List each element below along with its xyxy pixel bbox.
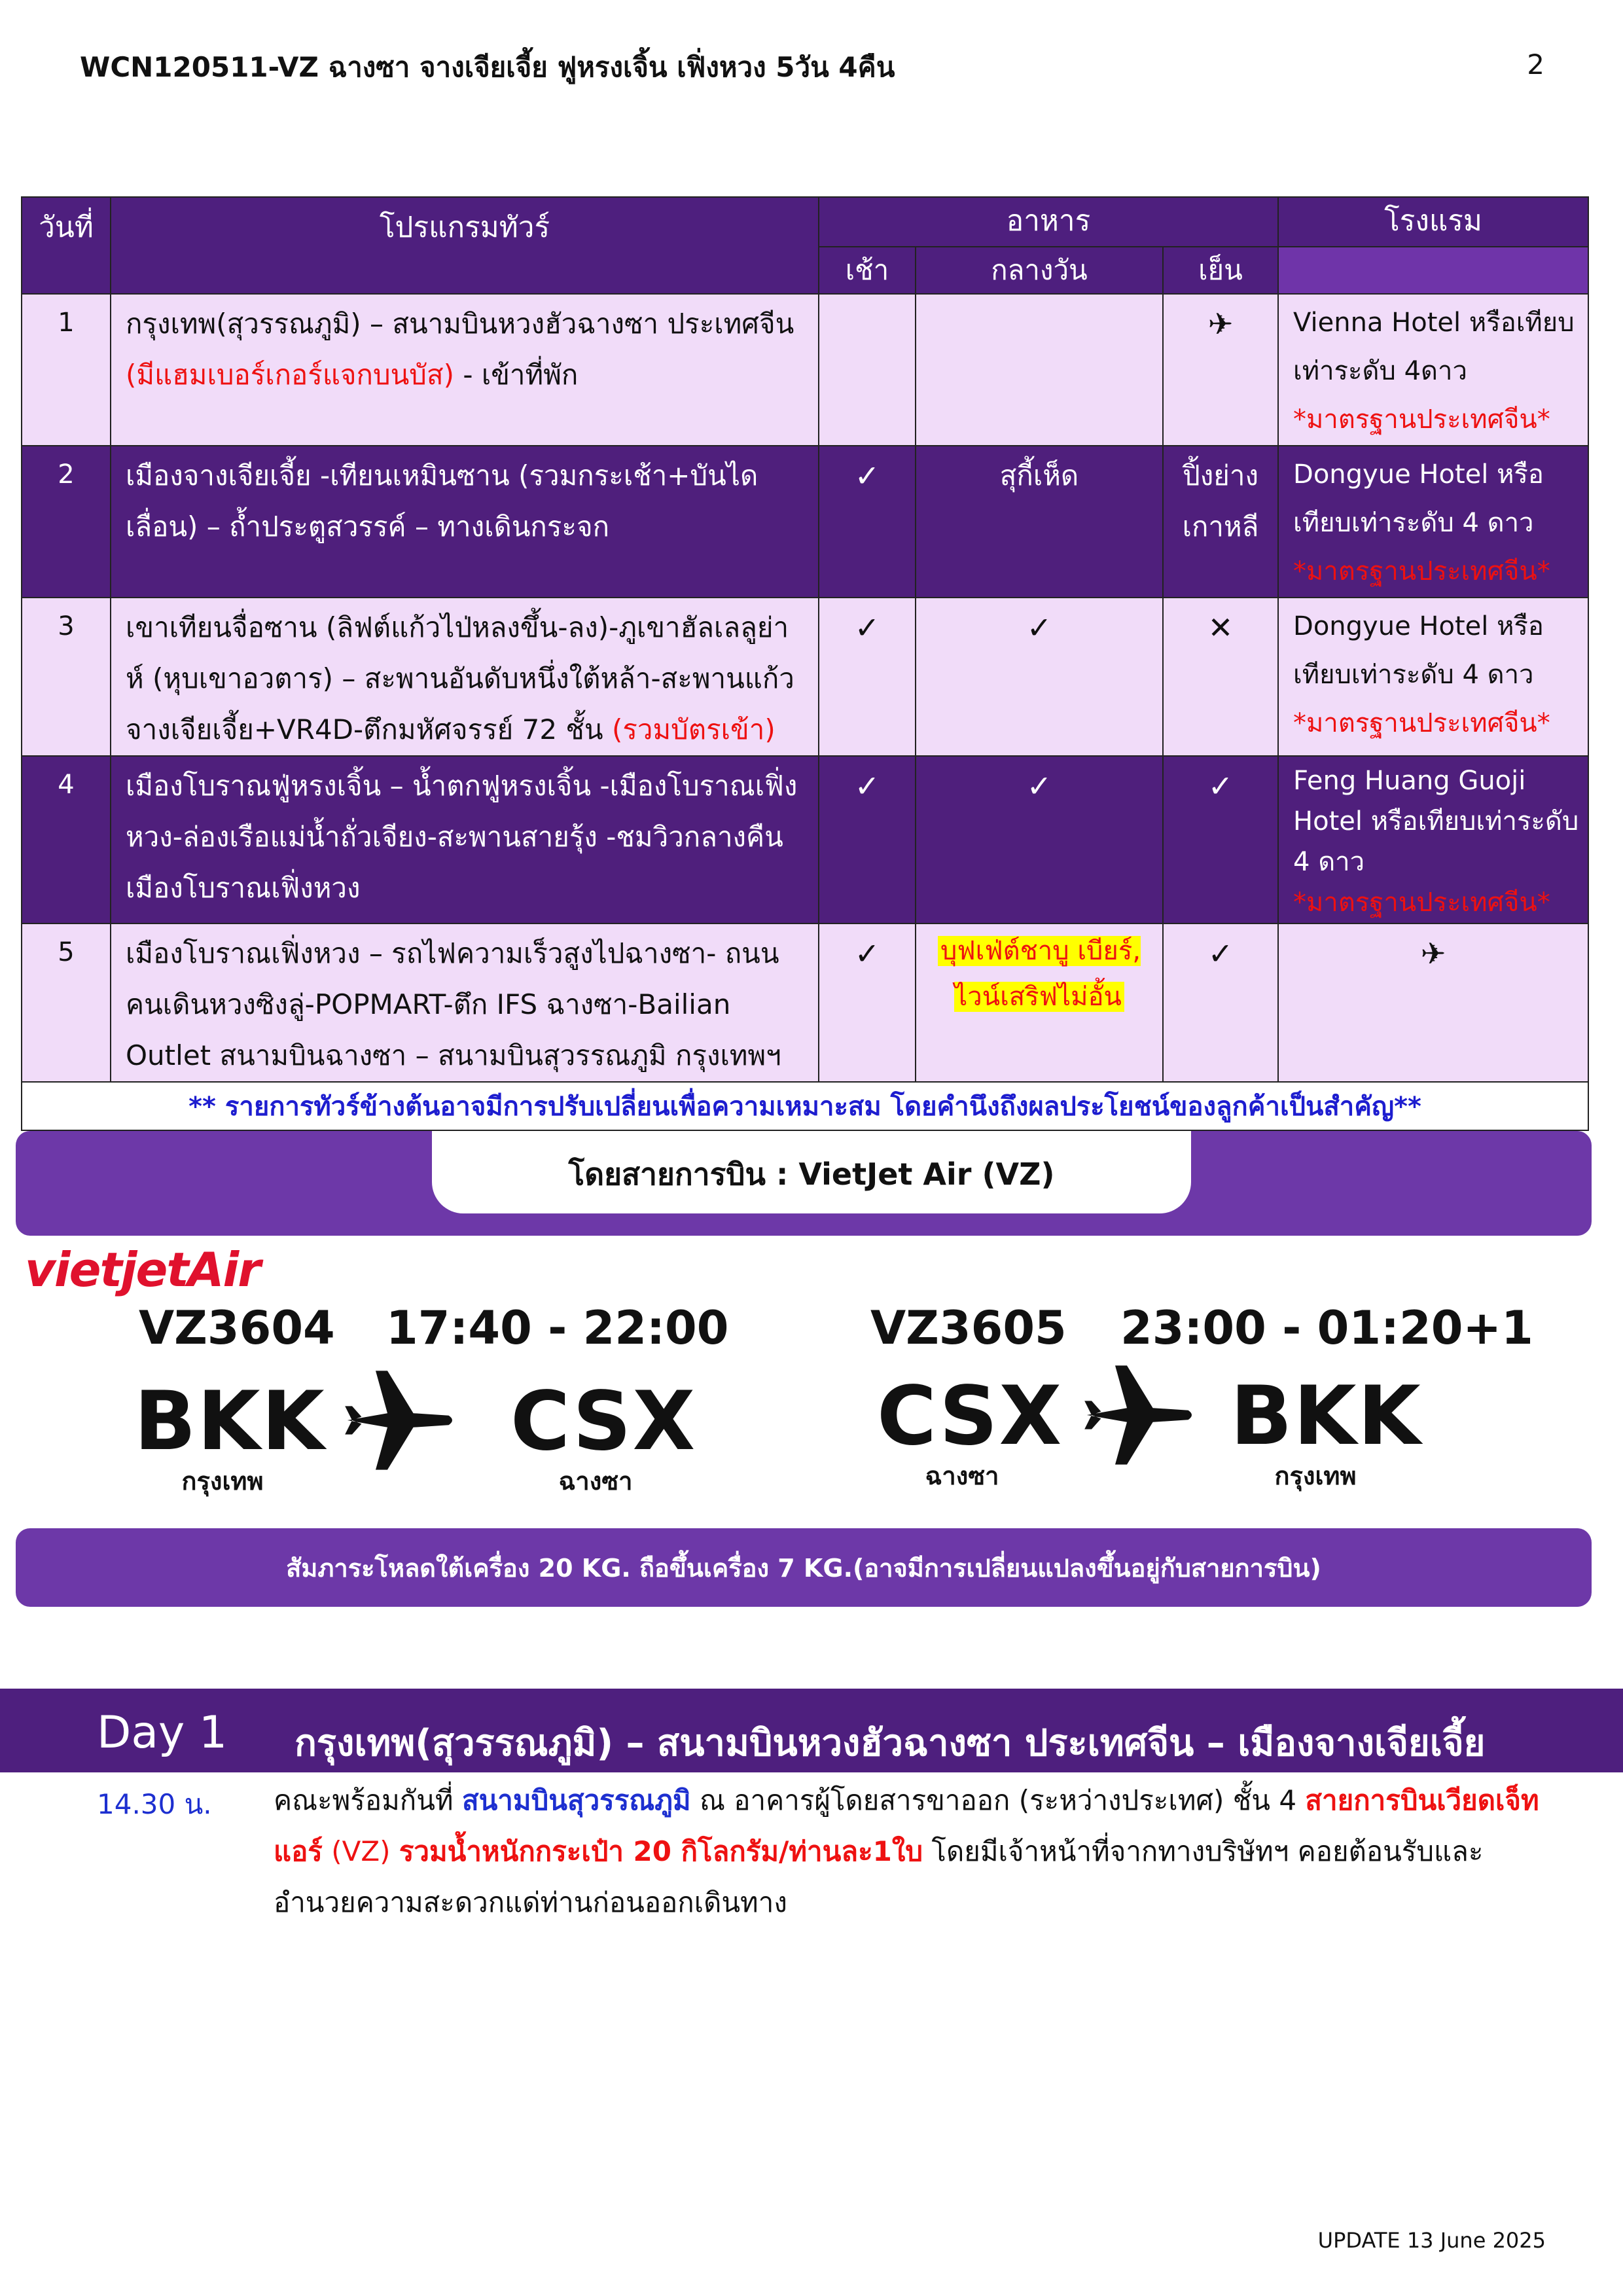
breakfast-cell <box>819 294 916 446</box>
outbound-flight-number: VZ3604 <box>139 1301 335 1355</box>
outbound-origin-code: BKK <box>134 1374 326 1469</box>
header-hotel: โรงแรม <box>1278 197 1588 247</box>
hotel-name: Dongyue Hotel หรือเทียบเท่าระดับ 4 ดาว <box>1293 459 1544 538</box>
update-date: UPDATE 13 June 2025 <box>1317 2228 1546 2253</box>
header-program: โปรแกรมทัวร์ <box>111 197 819 294</box>
airplane-icon <box>1080 1356 1198 1474</box>
table-row <box>22 598 1588 756</box>
program-text: เมืองโบราณฟู่หรงเจิ้น – น้ำตกฟูหรงเจิ้น -เมืองโบราณเฟิ่งหวง-ล่องเรือแม่น้ำถั่วเจียง-สะพานสายรุ้ง -ชมวิวกลางคืนเมืองโบราณเฟิ่งหวง <box>126 770 798 904</box>
day-cell: 1 <box>22 294 111 446</box>
header-meals: อาหาร <box>819 197 1278 247</box>
desc-airline-code: (VZ) <box>322 1835 399 1867</box>
hotel-standard-note: *มาตรฐานประเทศจีน* <box>1293 404 1550 435</box>
desc-part: คณะพร้อมกันที่ <box>274 1784 462 1816</box>
document-title: WCN120511-VZ ฉางซา จางเจียเจี้ย ฟูหรงเจิ้น เฟิ่งหวง 5วัน 4คืน <box>80 51 895 83</box>
lunch-cell: ✓ <box>916 598 1163 756</box>
vietjet-logo: vietjetAir <box>25 1242 260 1297</box>
breakfast-cell: ✓ <box>819 924 916 1082</box>
breakfast-cell: ✓ <box>819 756 916 924</box>
breakfast-cell: ✓ <box>819 598 916 756</box>
program-text-tail: - เข้าที่พัก <box>454 359 579 391</box>
schedule-time: 14.30 น. <box>97 1788 212 1820</box>
return-destination-code: BKK <box>1230 1369 1422 1463</box>
dinner-cell: ✕ <box>1163 598 1278 756</box>
hotel-cell <box>1278 756 1588 924</box>
lunch-cell: สุกี้เห็ด <box>916 446 1163 598</box>
return-origin-city: ฉางซา <box>925 1462 999 1490</box>
day-cell: 4 <box>22 756 111 924</box>
hotel-standard-note: *มาตรฐานประเทศจีน* <box>1293 708 1550 738</box>
dinner-cell: ปิ้งย่างเกาหลี <box>1163 446 1278 598</box>
header-dinner: เย็น <box>1163 247 1278 294</box>
dinner-cell: ✓ <box>1163 756 1278 924</box>
outbound-flight-time: 17:40 - 22:00 <box>386 1301 729 1355</box>
program-text: เขาเทียนจื่อซาน (ลิฟต์แก้วไป่หลงขึ้น-ลง)-ภูเขาฮัลเลลูย่าห์ (หุบเขาอวตาร) – สะพานอันดับหนึ่งใต้หล้า-สะพานแก้วจางเจียเจี้ย+VR4D-ตึกมหัศจรรย์ 72 ชั้น <box>126 611 794 745</box>
program-text: เมืองโบราณเฟิ่งหวง – รถไฟความเร็วสูงไปฉางซา- ถนนคนเดินหวงซิงลู่-POPMART-ตึก IFS ฉางซา-Bailian Outlet สนามบินฉางซา – สนามบินสุวรรณภูมิ กรุงเทพฯ <box>126 937 781 1071</box>
hotel-cell: ✈ <box>1278 924 1588 1082</box>
desc-baggage: รวมน้ำหนักกระเป๋า 20 กิโลกรัม/ท่านละ1ใบ <box>399 1835 923 1867</box>
day-route: กรุงเทพ(สุวรรณภูมิ) – สนามบินหวงฮัวฉางซา ประเทศจีน – เมืองจางเจียเจี้ย <box>294 1722 1486 1765</box>
header-day: วันที่ <box>22 197 111 294</box>
table-row <box>22 294 1588 446</box>
header-hotel-blank <box>1278 247 1588 294</box>
hotel-cell <box>1278 294 1588 446</box>
program-cell <box>111 756 819 924</box>
hotel-standard-note: *มาตรฐานประเทศจีน* <box>1293 556 1550 586</box>
dinner-cell: ✓ <box>1163 924 1278 1082</box>
outbound-origin-city: กรุงเทพ <box>181 1467 264 1496</box>
header-breakfast: เช้า <box>819 247 916 294</box>
program-highlight: (มีแฮมเบอร์เกอร์แจกบนบัส) <box>126 359 454 391</box>
desc-airline: สายการบินเวียดเจ็ทแอร์ <box>274 1784 1539 1867</box>
program-text: กรุงเทพ(สุวรรณภูมิ) – สนามบินหวงฮัวฉางซา ประเทศจีน <box>126 308 794 340</box>
desc-airport: สนามบินสุวรรณภูมิ <box>461 1784 691 1816</box>
desc-part: ณ อาคารผู้โดยสารขาออก (ระหว่างประเทศ) ชั้น 4 <box>690 1784 1306 1816</box>
table-row <box>22 446 1588 598</box>
program-cell <box>111 924 819 1082</box>
desc-part: โดยมีเจ้าหน้าที่จากทางบริษัทฯ คอยต้อนรับและอำนวยความสะดวกแด่ท่านก่อนออกเดินทาง <box>274 1835 1484 1918</box>
hotel-name: Vienna Hotel หรือเทียบเท่าระดับ 4ดาว <box>1293 308 1575 386</box>
table-note-row <box>22 1082 1588 1130</box>
page-number: 2 <box>1527 48 1544 81</box>
hotel-name: Dongyue Hotel หรือเทียบเท่าระดับ 4 ดาว <box>1293 611 1544 690</box>
header-lunch: กลางวัน <box>916 247 1163 294</box>
return-origin-code: CSX <box>877 1369 1063 1463</box>
airline-label: โดยสายการบิน : VietJet Air (VZ) <box>568 1157 1055 1192</box>
day-label: Day 1 <box>97 1707 228 1759</box>
program-highlight: (รวมบัตรเข้า) <box>611 713 776 745</box>
day-cell: 3 <box>22 598 111 756</box>
return-flight-time: 23:00 - 01:20+1 <box>1120 1301 1533 1355</box>
program-cell <box>111 446 819 598</box>
table-row <box>22 924 1588 1082</box>
hotel-cell <box>1278 446 1588 598</box>
return-destination-city: กรุงเทพ <box>1274 1462 1357 1490</box>
hotel-cell <box>1278 598 1588 756</box>
lunch-cell: ✓ <box>916 756 1163 924</box>
lunch-highlight: บุฟเฟ่ต์ชาบู เบียร์, ไวน์เสริฟไม่อั้น <box>938 936 1141 1012</box>
outbound-destination-code: CSX <box>510 1374 697 1469</box>
hotel-name: Feng Huang Guoji Hotel หรือเทียบเท่าระดับ 4 ดาว <box>1293 766 1579 877</box>
schedule-description <box>274 1775 1556 1928</box>
hotel-standard-note: *มาตรฐานประเทศจีน* <box>1293 888 1550 918</box>
breakfast-cell: ✓ <box>819 446 916 598</box>
dinner-cell: ✈ <box>1163 294 1278 446</box>
table-row <box>22 756 1588 924</box>
lunch-cell <box>916 924 1163 1082</box>
program-text: เมืองจางเจียเจี้ย -เทียนเหมินซาน (รวมกระเช้า+บันไดเลื่อน) – ถ้ำประตูสวรรค์ – ทางเดินกระจก <box>126 459 758 543</box>
return-flight-number: VZ3605 <box>870 1301 1067 1355</box>
itinerary-disclaimer: ** รายการทัวร์ข้างต้นอาจมีการปรับเปลี่ยนเพื่อความเหมาะสม โดยคำนึงถึงผลประโยชน์ของลูกค้าเป็นสำคัญ** <box>22 1082 1588 1130</box>
baggage-allowance: สัมภาระโหลดใต้เครื่อง 20 KG. ถือขึ้นเครื่อง 7 KG.(อาจมีการเปลี่ยนแปลงขึ้นอยู่กับสายการบิน) <box>286 1554 1321 1583</box>
outbound-destination-city: ฉางซา <box>558 1467 633 1496</box>
day-cell: 2 <box>22 446 111 598</box>
day-cell: 5 <box>22 924 111 1082</box>
program-cell <box>111 598 819 756</box>
airplane-icon <box>340 1361 458 1479</box>
itinerary-table <box>21 196 1589 1131</box>
lunch-cell <box>916 294 1163 446</box>
program-cell <box>111 294 819 446</box>
